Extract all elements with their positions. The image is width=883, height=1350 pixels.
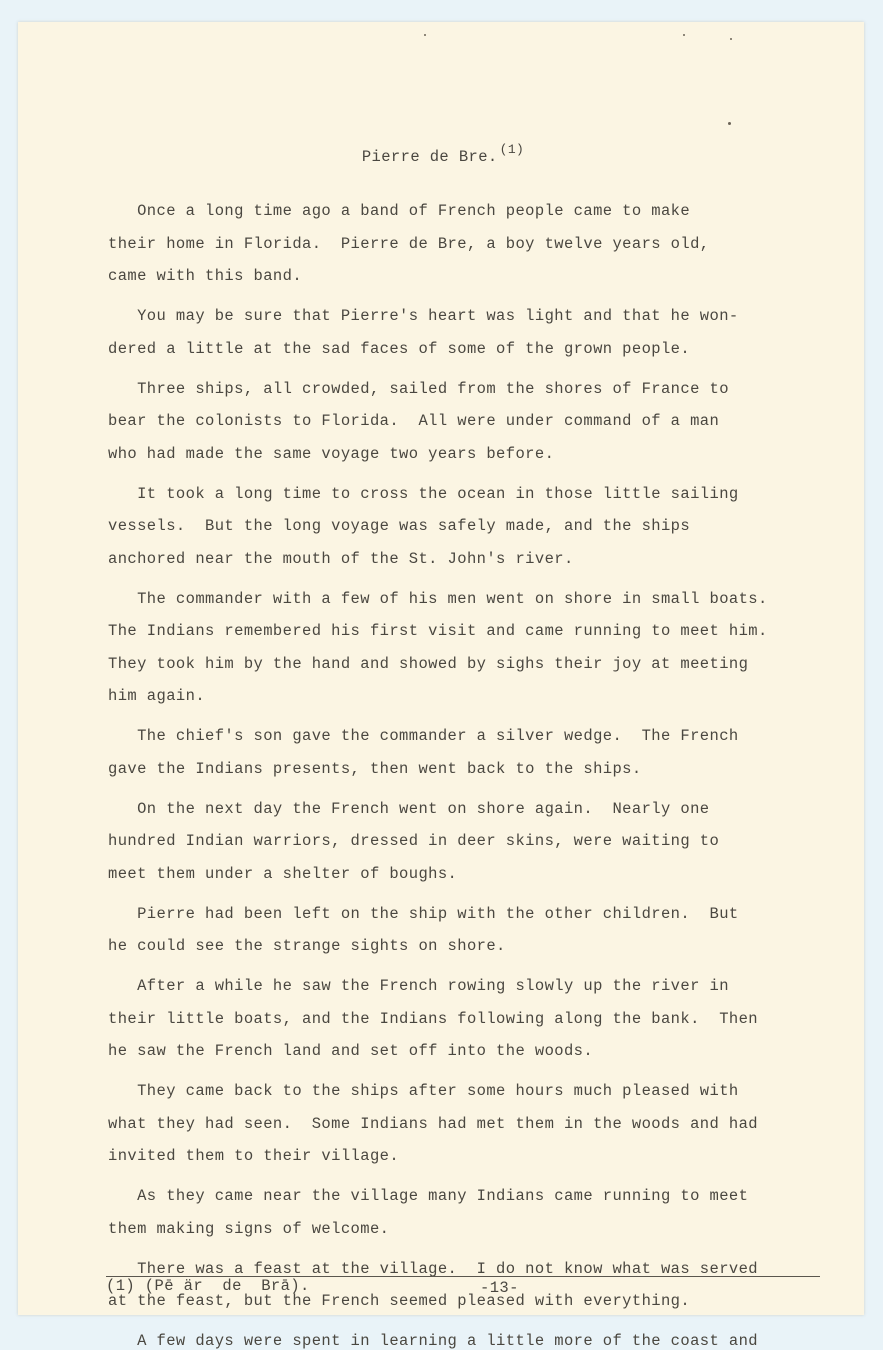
title-text: Pierre de Bre. (361, 148, 498, 166)
paper-speck (683, 34, 685, 36)
footnote: (1) (Pē är de Brā). (106, 1277, 310, 1295)
text-line: at the feast, but the French seemed pleased with everything. (108, 1292, 691, 1310)
text-line: After a while he saw the French rowing slowly up the river in (108, 977, 729, 995)
text-line: meet them under a shelter of boughs. (108, 864, 458, 883)
text-line: vessels. But the long voyage was safely made, and the ships (108, 517, 691, 535)
text-line: he saw the French land and set off into the woods. (108, 1042, 594, 1060)
text-line: them making signs of welcome. (108, 1219, 390, 1238)
text-line: bear the colonists to Florida. All were under command of a man (108, 412, 720, 430)
text-line: what they had seen. Some Indians had met them in the woods and had (108, 1114, 759, 1133)
text-line: There was a feast at the village. I do not know what was served (108, 1259, 759, 1278)
text-line: he could see the strange sights on shore. (108, 937, 506, 955)
text-line: who had made the same voyage two years before. (108, 444, 555, 463)
text-line: hundred Indian warriors, dressed in deer skins, were waiting to (108, 832, 720, 850)
text-line: The chief's son gave the commander a silver wedge. The French (108, 727, 739, 745)
paper-speck (728, 122, 731, 125)
text-line: him again. (108, 687, 206, 705)
text-line: Once a long time ago a band of French people came to make (108, 202, 691, 220)
text-line: As they came near the village many Indians came running to meet (108, 1187, 749, 1205)
text-line: On the next day the French went on shore again. Nearly one (108, 799, 710, 818)
text-line: gave the Indians presents, then went back to the ships. (108, 759, 642, 778)
text-line: The Indians remembered his first visit and came running to meet him. (108, 622, 768, 640)
typewritten-page (18, 22, 864, 1350)
text-line: You may be sure that Pierre's heart was light and that he won- (108, 307, 739, 325)
paper-speck (730, 38, 732, 40)
text-line: dered a little at the sad faces of some of the grown people. (108, 339, 691, 358)
page-title (323, 130, 524, 184)
text-line: anchored near the mouth of the St. John's river. (108, 549, 574, 568)
text-line: A few days were spent in learning a little more of the coast and (108, 1332, 759, 1350)
text-line: They came back to the ships after some hours much pleased with (108, 1082, 739, 1100)
text-line: It took a long time to cross the ocean in those little sailing (108, 484, 739, 503)
title-footnote-mark: (1) (499, 142, 525, 157)
text-line: Three ships, all crowded, sailed from the shores of France to (108, 379, 729, 398)
text-line: their little boats, and the Indians following along the bank. Then (108, 1009, 759, 1028)
page-number: -13- (480, 1279, 519, 1297)
text-line: The commander with a few of his men went on shore in small boats. (108, 589, 768, 608)
text-line: invited them to their village. (108, 1147, 400, 1165)
paper-speck (424, 34, 426, 36)
text-line: Pierre had been left on the ship with the other children. But (108, 904, 739, 923)
text-line: their home in Florida. Pierre de Bre, a boy twelve years old, (108, 234, 710, 253)
text-line: They took him by the hand and showed by sighs their joy at meeting (108, 654, 749, 673)
text-line: came with this band. (108, 267, 303, 285)
